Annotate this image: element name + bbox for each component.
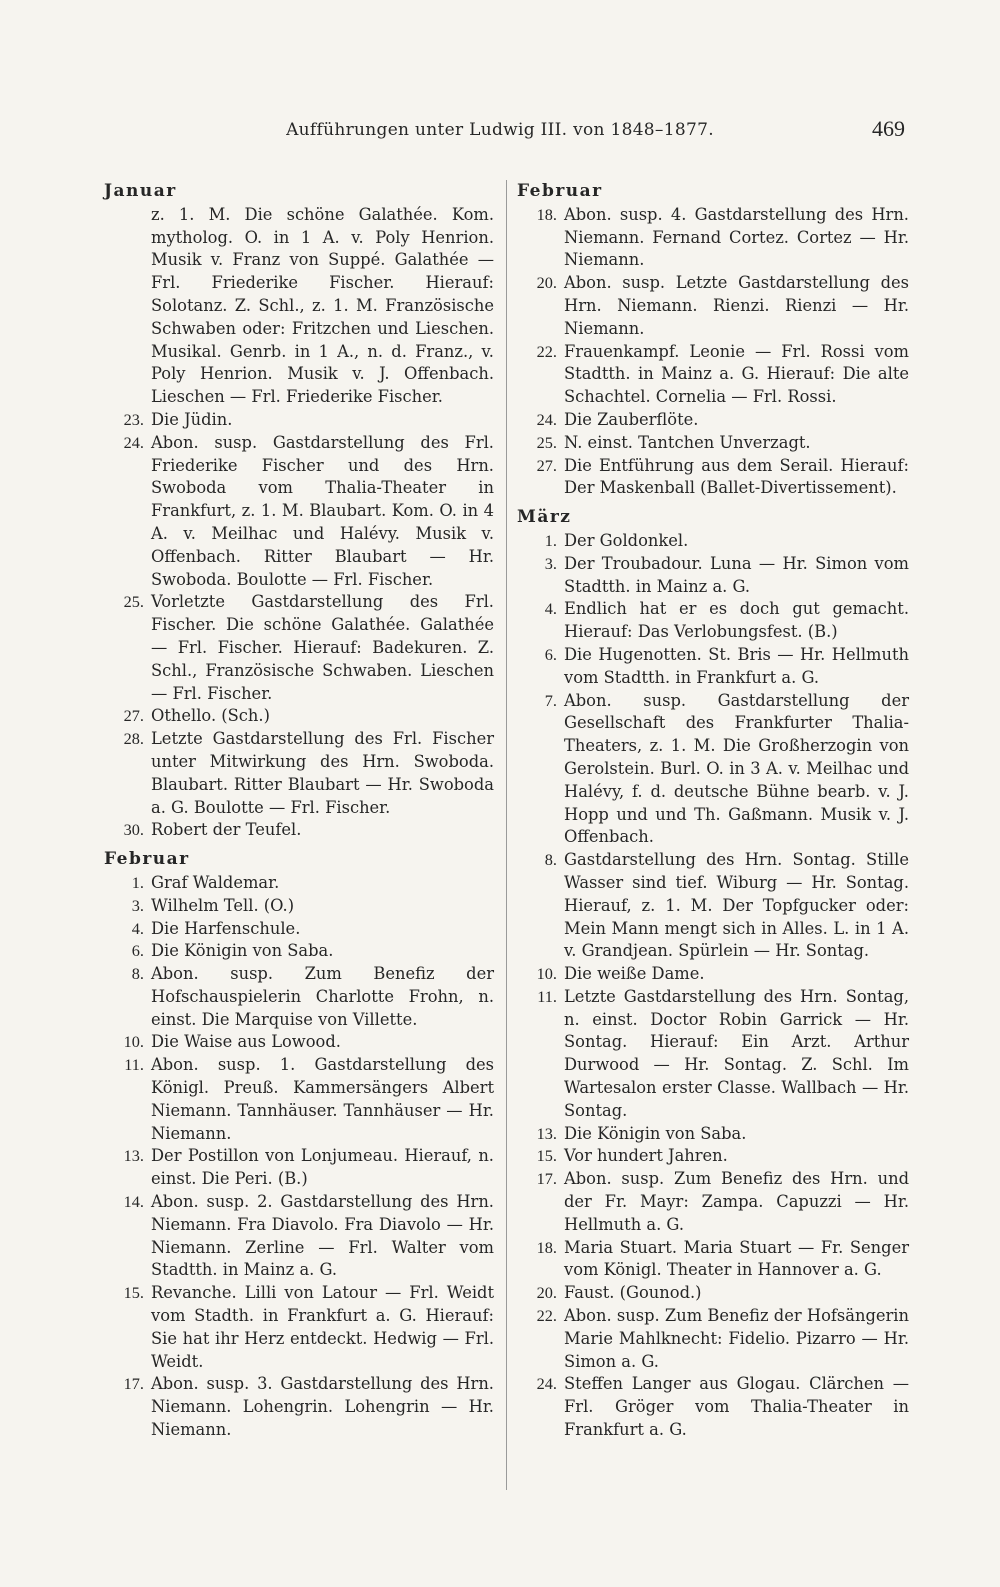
entry-day: 14. xyxy=(123,1192,144,1212)
performance-entry xyxy=(104,1282,494,1373)
performance-entry xyxy=(104,918,494,941)
performance-entry xyxy=(104,895,494,918)
column-divider xyxy=(506,180,507,1490)
performance-entry xyxy=(104,432,494,592)
performance-entry xyxy=(104,728,494,819)
entry-day: 15. xyxy=(536,1146,557,1166)
entry-day: 4. xyxy=(131,918,144,938)
month-heading: Februar xyxy=(104,849,190,870)
entry-text: Abon. susp. 2. Gastdarstellung des Hrn. Niemann. Fra Diavolo. Fra Diavolo — Hr. Niemann. Zerline — Frl. Walter vom Stadtth. in Mainz a. G. xyxy=(151,1192,494,1280)
entry-day: 7. xyxy=(544,690,557,710)
performance-entry xyxy=(104,1191,494,1282)
entry-day: 25. xyxy=(536,432,557,452)
entry-text: Othello. (Sch.) xyxy=(151,706,270,726)
entry-day: 10. xyxy=(123,1032,144,1052)
entry-day: 1. xyxy=(544,530,557,550)
performance-entry xyxy=(517,432,909,455)
entry-text: Endlich hat er es doch gut gemacht. Hierauf: Das Verlobungsfest. (B.) xyxy=(564,599,909,642)
page-number: 469 xyxy=(872,116,905,141)
entry-text: Maria Stuart. Maria Stuart — Fr. Senger vom Königl. Theater in Hannover a. G. xyxy=(564,1237,909,1280)
entry-text: Revanche. Lilli von Latour — Frl. Weidt vom Stadth. in Frankfurt a. G. Hierauf: Sie hat ihr Herz entdeckt. Hedwig — Frl. Weidt. xyxy=(151,1283,494,1371)
entry-day: 30. xyxy=(123,820,144,840)
entry-day: 6. xyxy=(131,941,144,961)
entry-text: Faust. (Gounod.) xyxy=(564,1283,702,1303)
entry-text: Abon. susp. Gastdarstellung der Gesellschaft des Frankfurter Thalia-Theaters, z. 1. M. Die Großherzogin von Gerolstein. Burl. O. in 3 A. v. Meilhac und Halévy, f. d. deutsche Bühne bearb. v. J. Hopp und und Th. Gaßmann. Musik v. J. Offenbach. xyxy=(564,690,909,847)
entry-day: 8. xyxy=(131,964,144,984)
entry-day: 17. xyxy=(123,1374,144,1394)
entry-text: Letzte Gastdarstellung des Frl. Fischer unter Mitwirkung des Hrn. Swoboda. Blaubart. Ritter Blaubart — Hr. Swoboda a. G. Boulotte — Frl. Fischer. xyxy=(151,729,494,817)
page-header xyxy=(0,116,1000,146)
entry-day: 15. xyxy=(123,1283,144,1303)
entry-day: 25. xyxy=(123,592,144,612)
entry-text: Die Entführung aus dem Serail. Hierauf: Der Maskenball (Ballet-Divertissement). xyxy=(564,455,909,498)
entry-day: 3. xyxy=(131,895,144,915)
entry-day: 28. xyxy=(123,729,144,749)
entry-day: 24. xyxy=(536,1374,557,1394)
entry-text: Der Postillon von Lonjumeau. Hierauf, n. einst. Die Peri. (B.) xyxy=(151,1146,494,1189)
performance-entry xyxy=(517,644,909,690)
entry-day: 18. xyxy=(536,1237,557,1257)
entry-day: 24. xyxy=(123,432,144,452)
performance-entry xyxy=(104,591,494,705)
performance-entry xyxy=(104,1054,494,1145)
entry-day: 10. xyxy=(536,964,557,984)
entry-day: 11. xyxy=(124,1055,144,1075)
entry-day: 22. xyxy=(536,341,557,361)
entry-text: Abon. susp. Letzte Gastdarstellung des Hrn. Niemann. Rienzi. Rienzi — Hr. Niemann. xyxy=(564,273,909,338)
entry-text: Die Königin von Saba. xyxy=(564,1123,747,1143)
performance-entry xyxy=(517,409,909,432)
performance-entry xyxy=(517,963,909,986)
entry-text: Abon. susp. Gastdarstellung des Frl. Friederike Fischer und des Hrn. Swoboda vom Thalia-Theater in Frankfurt, z. 1. M. Blaubart. Kom. O. in 4 A. v. Meilhac und Halévy. Musik v. Offenbach. Ritter Blaubart — Hr. Swoboda. Boulotte — Frl. Fischer. xyxy=(151,432,494,589)
entry-day: 13. xyxy=(123,1146,144,1166)
performance-entry xyxy=(517,553,909,599)
performance-entry xyxy=(104,1145,494,1191)
entry-day: 20. xyxy=(536,1283,557,1303)
entry-text: Die Zauberflöte. xyxy=(564,409,699,429)
entry-text: Die Königin von Saba. xyxy=(151,941,334,961)
performance-entry xyxy=(517,849,909,963)
entry-text: Die Waise aus Lowood. xyxy=(151,1032,341,1052)
entry-text: Robert der Teufel. xyxy=(151,820,302,840)
performance-entry xyxy=(104,409,494,432)
entry-text: Abon. susp. Zum Benefiz der Hofschauspielerin Charlotte Frohn, n. einst. Die Marquise von Villette. xyxy=(151,964,494,1029)
entry-text: Der Troubadour. Luna — Hr. Simon vom Stadtth. in Mainz a. G. xyxy=(564,553,909,596)
month-heading: März xyxy=(517,507,572,528)
performance-entry xyxy=(517,986,909,1123)
entry-text: z. 1. M. Die schöne Galathée. Kom. mytholog. O. in 1 A. v. Poly Henrion. Musik v. Franz von Suppé. Galathée — Frl. Friederike Fischer. Hierauf: Solotanz. Z. Schl., z. 1. M. Französische Schwaben oder: Fritzchen und Lieschen. Musikal. Genrb. in 1 A., n. d. Franz., v. Poly Henrion. Musik v. J. Offenbach. Lieschen — Frl. Friederike Fischer. xyxy=(151,204,494,407)
entry-text: Wilhelm Tell. (O.) xyxy=(151,895,295,915)
performance-entry xyxy=(517,1237,909,1283)
entry-text: Vorletzte Gastdarstellung des Frl. Fischer. Die schöne Galathée. Galathée — Frl. Fischer. Hierauf: Badekuren. Z. Schl., Französische Schwaben. Lieschen — Frl. Fischer. xyxy=(151,592,494,703)
entry-day: 8. xyxy=(544,850,557,870)
entry-text: Abon. susp. Zum Benefiz des Hrn. und der Fr. Mayr: Zampa. Capuzzi — Hr. Hellmuth a. G. xyxy=(564,1169,909,1234)
entry-text: Der Goldonkel. xyxy=(564,530,689,550)
running-title: Aufführungen unter Ludwig III. von 1848–1877. xyxy=(286,120,714,140)
performance-entry xyxy=(517,1373,909,1441)
performance-entry xyxy=(517,598,909,644)
entry-text: Abon. susp. 3. Gastdarstellung des Hrn. Niemann. Lohengrin. Lohengrin — Hr. Niemann. xyxy=(151,1374,494,1440)
performance-entry xyxy=(517,204,909,272)
performance-entry xyxy=(104,819,494,842)
performance-entry xyxy=(104,204,494,409)
performance-entry xyxy=(517,455,909,501)
left-column xyxy=(104,180,494,1442)
entry-text: N. einst. Tantchen Unverzagt. xyxy=(564,432,811,452)
entry-text: Die Hugenotten. St. Bris — Hr. Hellmuth vom Stadtth. in Frankfurt a. G. xyxy=(564,644,909,687)
performance-entry xyxy=(517,341,909,409)
right-column xyxy=(517,180,909,1442)
performance-entry xyxy=(104,705,494,728)
entry-text: Vor hundert Jahren. xyxy=(564,1146,728,1166)
entry-text: Die weiße Dame. xyxy=(564,964,705,984)
entry-text: Die Harfenschule. xyxy=(151,918,301,938)
entry-day: 6. xyxy=(544,644,557,664)
performance-entry xyxy=(517,272,909,340)
entry-day: 11. xyxy=(537,986,557,1006)
entry-day: 22. xyxy=(536,1306,557,1326)
entry-text: Abon. susp. 1. Gastdarstellung des Königl. Preuß. Kammersängers Albert Niemann. Tannhäuser. Tannhäuser — Hr. Niemann. xyxy=(151,1055,494,1143)
entry-day: 17. xyxy=(536,1169,557,1189)
entry-text: Steffen Langer aus Glogau. Clärchen — Frl. Gröger vom Thalia-Theater in Frankfurt a. G. xyxy=(564,1374,909,1440)
entry-day: 18. xyxy=(536,204,557,224)
performance-entry xyxy=(517,1145,909,1168)
entry-text: Graf Waldemar. xyxy=(151,872,280,892)
performance-entry xyxy=(517,1282,909,1305)
performance-entry xyxy=(104,963,494,1031)
performance-entry xyxy=(517,1123,909,1146)
performance-entry xyxy=(517,530,909,553)
entry-day: 1. xyxy=(131,872,144,892)
entry-day: 20. xyxy=(536,273,557,293)
month-heading: Februar xyxy=(517,181,603,201)
performance-entry xyxy=(104,1373,494,1441)
entry-text: Frauenkampf. Leonie — Frl. Rossi vom Stadtth. in Mainz a. G. Hierauf: Die alte Schachtel. Cornelia — Frl. Rossi. xyxy=(564,341,909,407)
entry-day: 24. xyxy=(536,409,557,429)
entry-text: Abon. susp. 4. Gastdarstellung des Hrn. Niemann. Fernand Cortez. Cortez — Hr. Niemann. xyxy=(564,204,909,270)
entry-day: 4. xyxy=(544,599,557,619)
entry-text: Gastdarstellung des Hrn. Sontag. Stille Wasser sind tief. Wiburg — Hr. Sontag. Hierauf, z. 1. M. Der Topfgucker oder: Mein Mann mengt sich in Alles. L. in 1 A. v. Grandjean. Spürlein — Hr. Sontag. xyxy=(564,850,909,961)
month-heading: Januar xyxy=(104,181,177,201)
performance-entry xyxy=(104,940,494,963)
entry-day: 3. xyxy=(544,553,557,573)
performance-entry xyxy=(104,1031,494,1054)
entry-day: 13. xyxy=(536,1123,557,1143)
entry-day: 23. xyxy=(123,409,144,429)
entry-text: Abon. susp. Zum Benefiz der Hofsängerin Marie Mahlknecht: Fidelio. Pizarro — Hr. Simon a. G. xyxy=(564,1306,909,1371)
performance-entry xyxy=(517,1168,909,1236)
performance-entry xyxy=(517,1305,909,1373)
entry-day: 27. xyxy=(536,455,557,475)
entry-day: 27. xyxy=(123,706,144,726)
performance-entry xyxy=(104,872,494,895)
entry-text: Letzte Gastdarstellung des Hrn. Sontag, n. einst. Doctor Robin Garrick — Hr. Sontag. Hierauf: Ein Arzt. Arthur Durwood — Hr. Sontag. Z. Schl. Im Wartesalon erster Classe. Wallbach — Hr. Sontag. xyxy=(564,986,909,1120)
entry-text: Die Jüdin. xyxy=(151,409,233,429)
performance-entry xyxy=(517,690,909,850)
